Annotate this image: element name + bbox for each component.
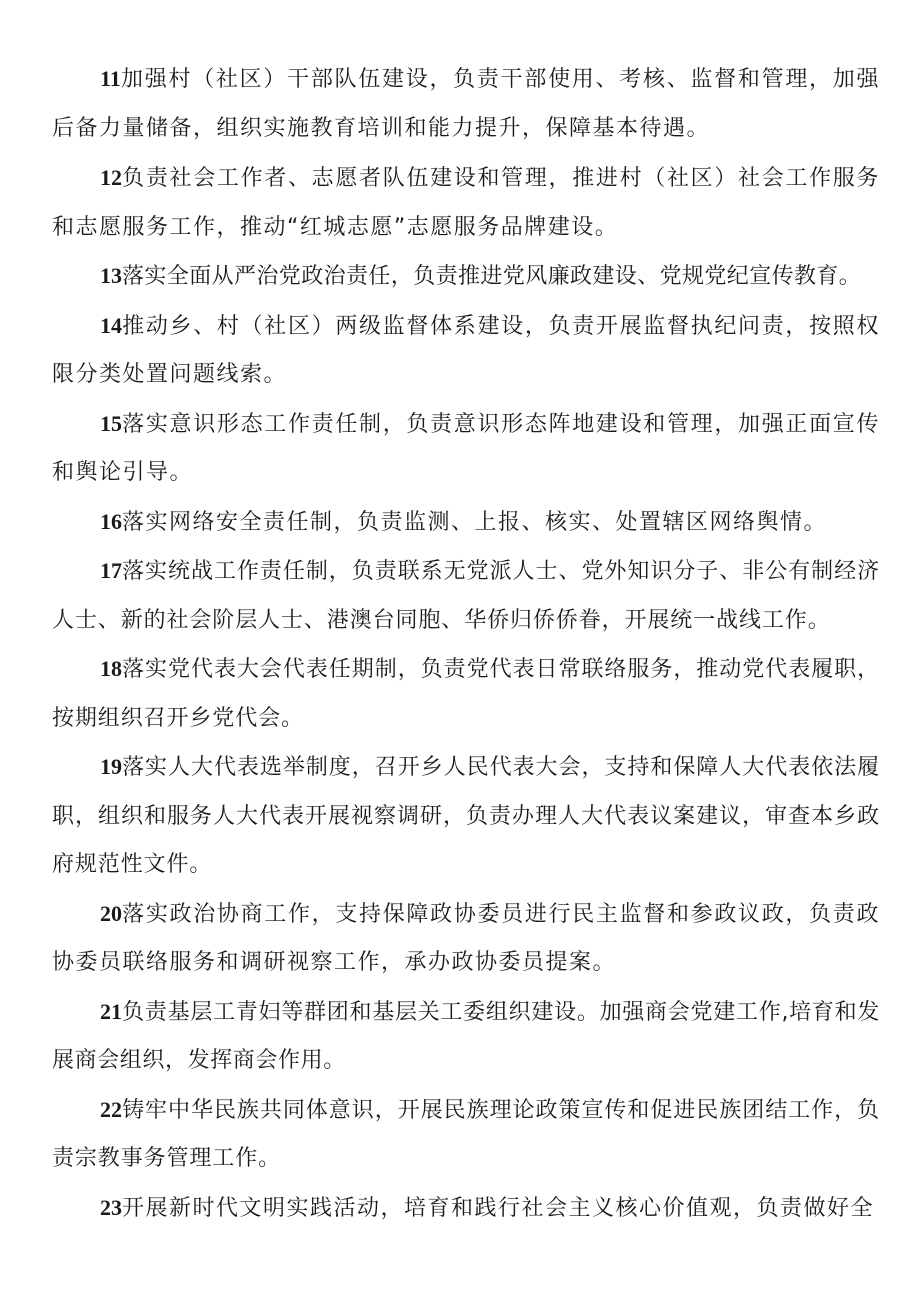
list-item-11	[52, 55, 880, 153]
item-text: 负责社会工作者、志愿者队伍建设和管理，推进村（社区）社会工作服务和志愿服务工作，推动“红城志愿”志愿服务品牌建设。	[52, 166, 880, 240]
list-item-23	[52, 1184, 880, 1234]
list-item-21	[52, 988, 880, 1086]
item-text: 落实人大代表选举制度，召开乡人民代表大会，支持和保障人大代表依法履职，组织和服务人大代表开展视察调研，负责办理人大代表议案建议，审查本乡政府规范性文件。	[52, 755, 880, 877]
list-item-14	[52, 302, 880, 400]
list-item-13	[52, 252, 880, 302]
list-item-18	[52, 645, 880, 743]
list-item-19	[52, 743, 880, 890]
item-text: 落实政治协商工作，支持保障政协委员进行民主监督和参政议政，负责政协委员联络服务和调研视察工作，承办政协委员提案。	[52, 901, 880, 975]
item-text: 落实全面从严治党政治责任，负责推进党风廉政建设、党规党纪宣传教育。	[122, 264, 862, 289]
item-number: 19	[100, 754, 122, 779]
item-number: 15	[100, 410, 122, 436]
item-text: 落实网络安全责任制，负责监测、上报、核实、处置辖区网络舆情。	[122, 509, 828, 535]
item-number: 22	[100, 1096, 122, 1122]
item-number: 14	[100, 312, 122, 338]
item-number: 17	[100, 558, 122, 583]
list-item-15	[52, 400, 880, 498]
list-item-17	[52, 547, 880, 645]
item-text: 落实统战工作责任制，负责联系无党派人士、党外知识分子、非公有制经济人士、新的社会阶层人士、港澳台同胞、华侨归侨侨眷，开展统一战线工作。	[52, 559, 880, 633]
list-item-12	[52, 154, 880, 252]
list-item-16	[52, 498, 880, 548]
document-body	[52, 55, 880, 1233]
item-number: 13	[100, 263, 122, 288]
item-text: 负责基层工青妇等群团和基层关工委组织建设。加强商会党建工作,培育和发展商会组织，发挥商会作用。	[52, 999, 880, 1073]
item-number: 21	[100, 998, 122, 1024]
list-item-22	[52, 1086, 880, 1184]
item-number: 23	[100, 1194, 122, 1220]
item-number: 12	[100, 165, 122, 190]
item-number: 18	[100, 656, 122, 681]
item-text: 开展新时代文明实践活动，培育和践行社会主义核心价值观，负责做好全	[122, 1195, 875, 1221]
item-text: 推动乡、村（社区）两级监督体系建设，负责开展监督执纪问责，按照权限分类处置问题线索。	[52, 313, 880, 387]
item-text: 落实党代表大会代表任期制，负责党代表日常联络服务，推动党代表履职，按期组织召开乡党代会。	[52, 657, 880, 731]
item-text: 铸牢中华民族共同体意识，开展民族理论政策宣传和促进民族团结工作，负责宗教事务管理工作。	[52, 1097, 880, 1171]
item-number: 20	[100, 900, 122, 926]
list-item-20	[52, 890, 880, 988]
item-number: 16	[100, 508, 122, 534]
item-text: 加强村（社区）干部队伍建设，负责干部使用、考核、监督和管理，加强后备力量储备，组织实施教育培训和能力提升，保障基本待遇。	[52, 67, 880, 141]
item-text: 落实意识形态工作责任制，负责意识形态阵地建设和管理，加强正面宣传和舆论引导。	[52, 411, 880, 485]
item-number: 11	[100, 66, 121, 91]
